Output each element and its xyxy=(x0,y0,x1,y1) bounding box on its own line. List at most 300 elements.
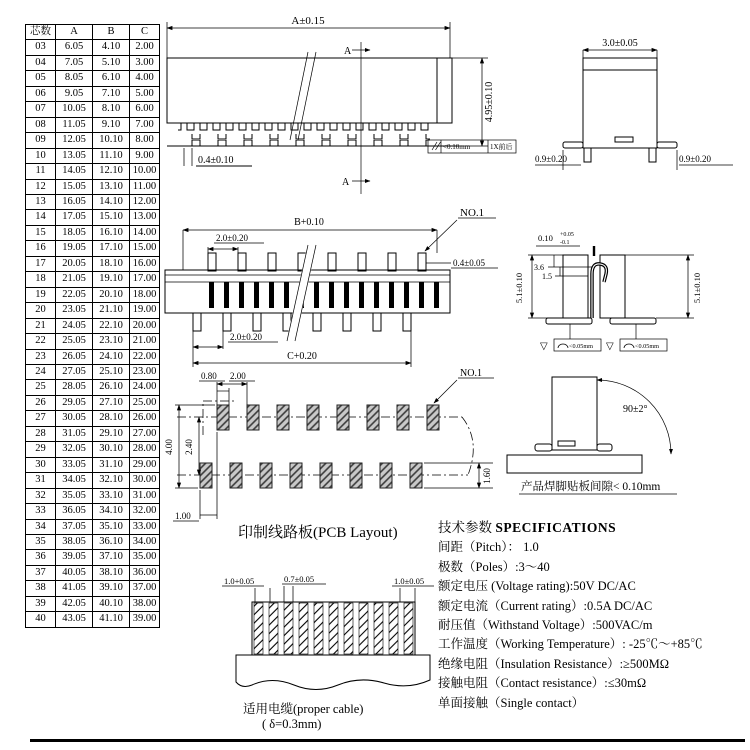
coplanarity-right xyxy=(606,324,667,352)
table-cell: 22 xyxy=(26,334,56,349)
dim-foot-left-label: 0.9±0.20 xyxy=(535,154,567,164)
cable-caption-2: ( δ=0.3mm) xyxy=(262,717,322,731)
table-cell: 4.00 xyxy=(130,71,160,86)
table-cell: 41.10 xyxy=(93,612,130,627)
table-cell: 38.05 xyxy=(56,534,93,549)
table-cell: 22.10 xyxy=(93,318,130,333)
table-cell: 10 xyxy=(26,148,56,163)
pin1-callout xyxy=(425,207,496,251)
dim-pad-height-label: 1.60 xyxy=(482,468,492,484)
right-wing xyxy=(657,142,677,148)
cable-caption: 适用电缆(proper cable) xyxy=(243,702,364,716)
table-cell: 12 xyxy=(26,179,56,194)
table-row xyxy=(26,473,160,488)
sheet-border-line xyxy=(30,739,745,742)
table-cell: 7.10 xyxy=(93,86,130,101)
table-cell: 37.05 xyxy=(56,519,93,534)
specifications-title xyxy=(438,518,750,537)
table-row xyxy=(26,102,160,117)
table-row xyxy=(26,133,160,148)
table-cell: 25 xyxy=(26,380,56,395)
cable-dim-left-label: 1.0+0.05 xyxy=(224,576,255,586)
connector-body xyxy=(167,52,458,146)
table-cell: 31.10 xyxy=(93,457,130,472)
top-pins xyxy=(208,253,426,271)
section-label-top: A xyxy=(344,46,352,57)
dim-pin-width xyxy=(426,258,498,268)
pin1-callout xyxy=(434,368,494,403)
table-cell: 20.10 xyxy=(93,287,130,302)
table-header-cell: B xyxy=(93,25,130,40)
table-cell: 24.00 xyxy=(130,380,160,395)
table-cell: 9.00 xyxy=(130,148,160,163)
table-cell: 31.05 xyxy=(56,426,93,441)
table-cell: 32.00 xyxy=(130,504,160,519)
table-cell: 41.05 xyxy=(56,581,93,596)
table-cell: 32.10 xyxy=(93,473,130,488)
dim-foot-left xyxy=(535,150,581,170)
table-cell: 07 xyxy=(26,102,56,117)
table-cell: 31.00 xyxy=(130,488,160,503)
table-cell: 03 xyxy=(26,40,56,55)
cable-drawing xyxy=(222,552,450,704)
table-row xyxy=(26,504,160,519)
table-row xyxy=(26,272,160,287)
table-cell: 28.00 xyxy=(130,442,160,457)
table-cell: 21.00 xyxy=(130,334,160,349)
dim-pad-height xyxy=(424,463,493,488)
table-cell: 5.00 xyxy=(130,86,160,101)
dim-body-width xyxy=(583,38,657,58)
table-row xyxy=(26,210,160,225)
table-cell: 32 xyxy=(26,488,56,503)
table-cell: 19.05 xyxy=(56,241,93,256)
table-cell: 15.05 xyxy=(56,179,93,194)
table-row xyxy=(26,395,160,410)
table-cell: 23.05 xyxy=(56,303,93,318)
table-cell: 26.05 xyxy=(56,349,93,364)
table-cell: 34.05 xyxy=(56,473,93,488)
table-row xyxy=(26,380,160,395)
dim-a xyxy=(167,15,450,58)
coplanarity-right-value: <0.05mm xyxy=(635,343,659,350)
table-row xyxy=(26,581,160,596)
table-cell: 34.00 xyxy=(130,534,160,549)
dim-gap-label: 0.10 xyxy=(538,233,553,243)
table-cell: 3.00 xyxy=(130,55,160,70)
table-cell: 11.05 xyxy=(56,117,93,132)
table-cell: 14.00 xyxy=(130,225,160,240)
table-cell: 13.05 xyxy=(56,148,93,163)
caption xyxy=(519,479,677,494)
table-cell: 36.00 xyxy=(130,565,160,580)
dim-angle-label: 90±2° xyxy=(623,404,648,415)
dim-foot-right xyxy=(677,150,733,170)
table-cell: 33 xyxy=(26,504,56,519)
table-cell: 23 xyxy=(26,349,56,364)
table-cell: 33.00 xyxy=(130,519,160,534)
table-cell: 37.00 xyxy=(130,581,160,596)
table-cell: 33.10 xyxy=(93,488,130,503)
arc-icon xyxy=(624,344,634,348)
bottom-pins xyxy=(193,313,411,331)
table-cell: 22.05 xyxy=(56,287,93,302)
table-cell: 13.00 xyxy=(130,210,160,225)
table-cell: 26 xyxy=(26,395,56,410)
dim-right xyxy=(392,576,434,602)
dim-pitch xyxy=(217,371,255,405)
table-cell: 38.10 xyxy=(93,565,130,580)
table-cell: 35.05 xyxy=(56,488,93,503)
dim-pitch-label: 2.00 xyxy=(230,371,246,381)
dim-a-label: A±0.15 xyxy=(291,15,325,27)
table-cell: 35.10 xyxy=(93,519,130,534)
table-row xyxy=(26,534,160,549)
coplanarity-left-value: <0.05mm xyxy=(569,343,593,350)
dim-pitch-top xyxy=(208,233,264,253)
dimension-table xyxy=(25,24,160,628)
table-cell: 14 xyxy=(26,210,56,225)
dim-foot-right-label: 0.9±0.20 xyxy=(679,154,711,164)
table-cell: 27.05 xyxy=(56,364,93,379)
specifications-title-en: SPECIFICATIONS xyxy=(495,520,617,535)
specifications-block xyxy=(438,518,750,713)
dim-c xyxy=(193,331,411,367)
table-cell: 6.10 xyxy=(93,71,130,86)
table-cell: 18.05 xyxy=(56,225,93,240)
spec-line: 工作温度（Working Temperature）: -25℃～+85℃ xyxy=(438,637,703,652)
table-header-row xyxy=(26,25,160,40)
spring-contact xyxy=(592,264,606,318)
table-cell: 17.10 xyxy=(93,241,130,256)
left-wing xyxy=(535,444,552,451)
table-cell: 29.00 xyxy=(130,457,160,472)
table-cell: 17.00 xyxy=(130,272,160,287)
table-cell: 16.05 xyxy=(56,194,93,209)
table-cell: 08 xyxy=(26,117,56,132)
table-row xyxy=(26,256,160,271)
flatness-note: 1X前后 xyxy=(490,143,513,151)
table-cell: 13 xyxy=(26,194,56,209)
table-row xyxy=(26,550,160,565)
table-row xyxy=(26,71,160,86)
top-pads xyxy=(217,405,439,430)
table-cell: 30.00 xyxy=(130,473,160,488)
left-leg xyxy=(584,148,591,162)
table-row xyxy=(26,318,160,333)
spec-line: 极数（Poles）:3～40 xyxy=(438,559,550,574)
spec-line: 绝缘电阻（Insulation Resistance）:≥500MΩ xyxy=(438,656,670,671)
table-header-cell: C xyxy=(130,25,160,40)
table-cell: 28.10 xyxy=(93,411,130,426)
table-cell: 24 xyxy=(26,364,56,379)
table-cell: 16.10 xyxy=(93,225,130,240)
table-row xyxy=(26,148,160,163)
table-row xyxy=(26,86,160,101)
table-cell: 26.00 xyxy=(130,411,160,426)
table-cell: 10.00 xyxy=(130,164,160,179)
table-cell: 25.05 xyxy=(56,334,93,349)
specifications-title-zh: 技术参数 xyxy=(438,520,492,535)
table-cell: 8.05 xyxy=(56,71,93,86)
table-cell: 7.00 xyxy=(130,117,160,132)
dim-pin-label: 0.4±0.10 xyxy=(198,155,234,166)
dim-height xyxy=(452,58,495,146)
table-row xyxy=(26,303,160,318)
table-cell: 43.05 xyxy=(56,612,93,627)
dim-row-pitch xyxy=(184,417,199,475)
table-cell: 42.05 xyxy=(56,596,93,611)
spec-line: 耐压值（Withstand Voltage）:500VAC/m xyxy=(438,618,653,633)
table-cell: 13.10 xyxy=(93,179,130,194)
feet xyxy=(546,318,656,324)
table-cell: 15.10 xyxy=(93,210,130,225)
dim-15 xyxy=(542,267,588,281)
dim-pitch-bottom-label: 2.0±0.20 xyxy=(230,332,262,342)
table-row xyxy=(26,334,160,349)
pin1-arrow-icon xyxy=(425,220,457,251)
table-cell: 25.00 xyxy=(130,395,160,410)
dim-gap-minus: -0.1 xyxy=(560,240,570,246)
top-view-drawing xyxy=(158,203,508,371)
dim-pad-width-label: 0.80 xyxy=(201,371,217,381)
table-cell: 14.10 xyxy=(93,194,130,209)
table-cell: 25.10 xyxy=(93,364,130,379)
table-cell: 09 xyxy=(26,133,56,148)
table-cell: 6.00 xyxy=(130,102,160,117)
table-cell: 37 xyxy=(26,565,56,580)
table-cell: 20.05 xyxy=(56,256,93,271)
dim-gap xyxy=(536,232,594,256)
table-cell: 39.05 xyxy=(56,550,93,565)
table-cell: 34.10 xyxy=(93,504,130,519)
arc-icon xyxy=(558,344,568,348)
table-cell: 30.10 xyxy=(93,442,130,457)
pin1-label: NO.1 xyxy=(460,207,485,219)
table-cell: 21.05 xyxy=(56,272,93,287)
table-header-cell: A xyxy=(56,25,93,40)
table-row xyxy=(26,287,160,302)
table-cell: 28 xyxy=(26,426,56,441)
table-cell: 29 xyxy=(26,442,56,457)
table-cell: 38 xyxy=(26,581,56,596)
triangle-icon: ▽ xyxy=(540,341,548,352)
table-cell: 19.00 xyxy=(130,303,160,318)
table-cell: 16 xyxy=(26,241,56,256)
table-cell: 33.05 xyxy=(56,457,93,472)
dim-height-label: 4.95±0.10 xyxy=(484,81,495,123)
spec-line: 额定电流（Current rating）:0.5A DC/AC xyxy=(438,598,653,613)
table-cell: 29.10 xyxy=(93,426,130,441)
table-cell: 23.10 xyxy=(93,334,130,349)
table-cell: 30.05 xyxy=(56,411,93,426)
bottom-pads xyxy=(200,463,422,488)
table-row xyxy=(26,194,160,209)
table-cell: 39.00 xyxy=(130,612,160,627)
break-lines xyxy=(287,245,316,341)
dim-pitch-top-label: 2.0±0.20 xyxy=(216,233,248,243)
table-cell: 28.05 xyxy=(56,380,93,395)
center-boss xyxy=(615,137,633,142)
table-cell: 31 xyxy=(26,473,56,488)
table-cell: 30 xyxy=(26,457,56,472)
table-cell: 05 xyxy=(26,71,56,86)
table-cell: 22.00 xyxy=(130,349,160,364)
table-row xyxy=(26,349,160,364)
dim-pin-width-label: 0.4±0.05 xyxy=(453,258,485,268)
dim-gap-plus: +0.05 xyxy=(560,232,574,238)
dim-height-right xyxy=(625,255,702,318)
side-view-drawing xyxy=(535,30,745,180)
table-cell: 24.10 xyxy=(93,349,130,364)
spec-lines xyxy=(438,538,750,713)
table-row xyxy=(26,411,160,426)
front-view-drawing xyxy=(158,8,530,203)
table-cell: 37.10 xyxy=(93,550,130,565)
table-cell: 36 xyxy=(26,550,56,565)
dim-angle xyxy=(597,380,671,454)
body xyxy=(535,377,612,451)
solder-pins xyxy=(178,134,430,146)
dim-c-label: C+0.20 xyxy=(287,351,317,362)
contacts xyxy=(209,282,439,308)
center-boss xyxy=(558,441,575,446)
pcb-layout-drawing xyxy=(163,363,503,533)
table-cell: 06 xyxy=(26,86,56,101)
table-cell: 19 xyxy=(26,287,56,302)
dim-height-right-label: 5.1±0.10 xyxy=(692,272,702,304)
table-cell: 27 xyxy=(26,411,56,426)
conductors xyxy=(252,602,415,655)
table-cell: 39.10 xyxy=(93,581,130,596)
table-cell: 10.05 xyxy=(56,102,93,117)
table-cell: 20 xyxy=(26,303,56,318)
table-row xyxy=(26,179,160,194)
section-label-bottom: A xyxy=(342,177,350,188)
contact-comb xyxy=(178,123,430,134)
table-cell: 5.10 xyxy=(93,55,130,70)
table-row xyxy=(26,426,160,441)
table-cell: 26.10 xyxy=(93,380,130,395)
table-cell: 35 xyxy=(26,534,56,549)
table-cell: 15.00 xyxy=(130,241,160,256)
triangle-icon: ▽ xyxy=(606,341,614,352)
table-cell: 21 xyxy=(26,318,56,333)
table-cell: 18.10 xyxy=(93,256,130,271)
table-cell: 39 xyxy=(26,596,56,611)
cable-dim-right-label: 1.0±0.05 xyxy=(394,576,425,586)
cable-dim-mid-label: 0.7±0.05 xyxy=(284,574,315,584)
table-cell: 14.05 xyxy=(56,164,93,179)
table-header-cell: 芯数 xyxy=(26,25,56,40)
table-row xyxy=(26,519,160,534)
table-row xyxy=(26,55,160,70)
coplanarity-left xyxy=(540,324,601,352)
table-cell: 32.05 xyxy=(56,442,93,457)
dim-36-label: 3.6 xyxy=(534,263,544,272)
table-row xyxy=(26,40,160,55)
dim-pad-width xyxy=(199,371,229,405)
body xyxy=(563,58,677,162)
table-cell: 34 xyxy=(26,519,56,534)
table-cell: 20.00 xyxy=(130,318,160,333)
table-cell: 9.05 xyxy=(56,86,93,101)
mount-view-drawing xyxy=(493,368,745,503)
dim-row-span-label: 4.00 xyxy=(164,439,174,455)
table-row xyxy=(26,117,160,132)
dim-pitch-bottom xyxy=(193,331,278,351)
dim-pin xyxy=(184,148,252,166)
table-cell: 6.05 xyxy=(56,40,93,55)
table-cell: 27.00 xyxy=(130,426,160,441)
spec-line: 单面接触（Single contact） xyxy=(438,695,585,710)
table-cell: 40.05 xyxy=(56,565,93,580)
pin1-arrow-icon xyxy=(434,380,457,403)
cable-jacket xyxy=(236,655,430,690)
pin1-label: NO.1 xyxy=(460,368,482,379)
table-cell: 38.00 xyxy=(130,596,160,611)
table-cell: 23.00 xyxy=(130,364,160,379)
table-cell: 11.10 xyxy=(93,148,130,163)
table-cell: 36.10 xyxy=(93,534,130,549)
dim-height-left-label: 5.1±0.10 xyxy=(514,272,524,304)
table-cell: 17.05 xyxy=(56,210,93,225)
table-cell: 4.10 xyxy=(93,40,130,55)
table-cell: 8.00 xyxy=(130,133,160,148)
table-row xyxy=(26,488,160,503)
section-view-drawing xyxy=(508,222,748,372)
table-cell: 24.05 xyxy=(56,318,93,333)
right-wing xyxy=(597,444,612,451)
table-row xyxy=(26,612,160,627)
table-cell: 12.10 xyxy=(93,164,130,179)
section-line-a xyxy=(342,42,370,194)
right-leg xyxy=(649,148,656,162)
table-cell: 2.00 xyxy=(130,40,160,55)
table-cell: 27.10 xyxy=(93,395,130,410)
table-row xyxy=(26,596,160,611)
spec-line: 额定电压 (Voltage rating):50V DC/AC xyxy=(438,579,636,594)
table-cell: 15 xyxy=(26,225,56,240)
table-cell: 9.10 xyxy=(93,117,130,132)
table-row xyxy=(26,364,160,379)
dim-width-label: 3.0±0.05 xyxy=(602,38,638,49)
table-row xyxy=(26,442,160,457)
table-row xyxy=(26,241,160,256)
table-cell: 17 xyxy=(26,256,56,271)
left-wing xyxy=(563,142,583,148)
dim-mid xyxy=(282,574,326,602)
table-header xyxy=(26,25,160,40)
table-cell: 10.10 xyxy=(93,133,130,148)
spec-line: 间距（Pitch）： 1.0 xyxy=(438,540,539,555)
table-cell: 8.10 xyxy=(93,102,130,117)
table-cell: 40 xyxy=(26,612,56,627)
flatness-frame xyxy=(428,140,516,153)
table-cell: 12.05 xyxy=(56,133,93,148)
dim-row-pitch-label: 2.40 xyxy=(184,439,194,455)
table-cell: 04 xyxy=(26,55,56,70)
table-row xyxy=(26,164,160,179)
dim-b-label: B+0.10 xyxy=(294,217,324,228)
table-cell: 12.00 xyxy=(130,194,160,209)
table-cell: 11.00 xyxy=(130,179,160,194)
spec-line: 接触电阻（Contact resistance）:≤30mΩ xyxy=(438,676,647,691)
mount-caption-label: 产品焊脚贴板间隙< 0.10mm xyxy=(521,481,661,493)
table-cell: 35.00 xyxy=(130,550,160,565)
table-row xyxy=(26,457,160,472)
pcb-board xyxy=(507,455,642,473)
